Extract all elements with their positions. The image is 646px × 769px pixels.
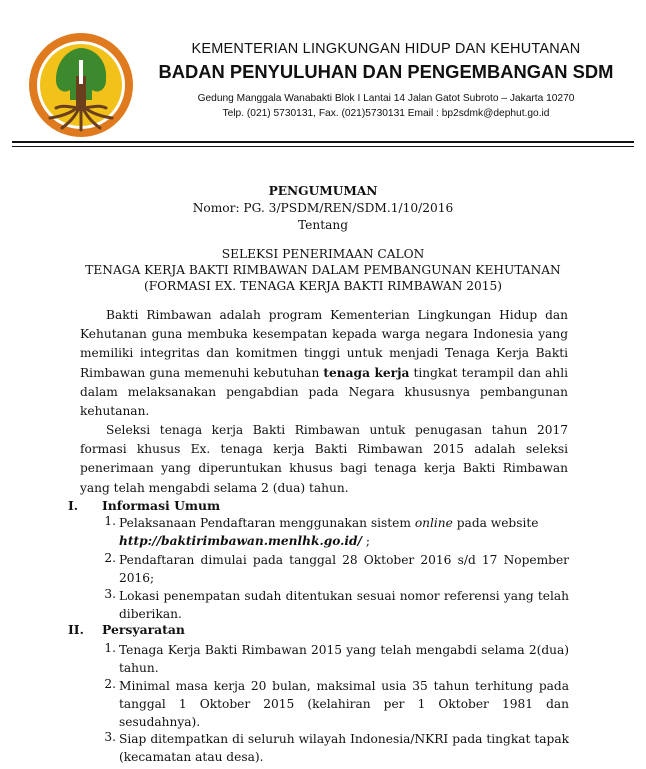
section-1-number: I. — [68, 498, 79, 513]
list-item: Tenaga Kerja Bakti Rimbawan 2015 yang telah mengabdi selama 2(dua) tahun. — [119, 643, 569, 676]
about-label: Tentang — [297, 218, 349, 232]
intro-paragraph — [80, 306, 568, 421]
selection-paragraph — [80, 421, 568, 498]
list-item-text: Pelaksanaan Pendaftaran menggunakan sistem — [119, 516, 415, 530]
agency-address: Gedung Manggala Wanabakti Blok I Lantai 14 Jalan Gatot Subroto – Jakarta 10270 — [197, 93, 575, 104]
website-link[interactable]: http://baktirimbawan.menlhk.go.id/ — [119, 534, 362, 549]
section-2-title: Persyaratan — [102, 622, 185, 637]
list-item — [119, 514, 569, 550]
section-2-number: II. — [68, 622, 84, 637]
selection-text: Seleksi tenaga kerja Bakti Rimbawan untuk penugasan tahun 2017 formasi khusus Ex. tenaga kerja Bakti Rimbawan 2015 adalah seleksi penerimaan yang diperuntukan khusus bagi tenaga kerja Bakti Rimbawan yang telah mengabdi selama 2 (dua) tahun. — [80, 423, 568, 495]
document-number: Nomor: PG. 3/PSDM/REN/SDM.1/10/2016 — [192, 201, 454, 215]
header-divider-thick — [12, 141, 634, 143]
subject-line-3: (FORMASI EX. TENAGA KERJA BAKTI RIMBAWAN 2015) — [143, 279, 503, 293]
list-item-italic: online — [414, 516, 453, 530]
list-item-number: 1. — [104, 641, 116, 655]
list-item-number: 2. — [104, 551, 116, 565]
list-item-text: ; — [362, 534, 370, 549]
list-item-number: 1. — [104, 514, 116, 528]
intro-text-start: Bakti Rimbawan adalah program Kementerian Lingkungan Hidup dan Kehutanan guna membuka kesempatan kepada warga negara Indonesia yang memiliki integritas dan komitmen tinggi untuk menjadi Tenaga Kerja Bakti Rimbawan guna memenuhi kebutuhan — [80, 308, 568, 380]
header-divider-thin — [12, 146, 634, 147]
list-item-text: pada website — [452, 516, 539, 530]
agency-name: BADAN PENYULUHAN DAN PENGEMBANGAN SDM — [158, 62, 614, 82]
list-item: Minimal masa kerja 20 bulan, maksimal usia 35 tahun terhitung pada tanggal 1 Oktober 2015 (kelahiran per 1 Oktober 1981 dan sesudahnya). — [119, 679, 569, 730]
list-item-number: 3. — [104, 730, 116, 744]
ministry-name: KEMENTERIAN LINGKUNGAN HIDUP DAN KEHUTANAN — [191, 41, 581, 57]
list-item: Siap ditempatkan di seluruh wilayah Indonesia/NKRI pada tingkat tapak (kecamatan atau desa). — [119, 732, 569, 765]
intro-text-bold: tenaga kerja — [323, 365, 410, 380]
subject-line-1: SELEKSI PENERIMAAN CALON — [221, 247, 425, 261]
agency-contact: Telp. (021) 5730131, Fax. (021)5730131 Email : bp2sdmk@dephut.go.id — [222, 108, 550, 119]
list-item: Lokasi penempatan sudah ditentukan sesuai nomor referensi yang telah diberikan. — [119, 589, 569, 622]
subject-line-2: TENAGA KERJA BAKTI RIMBAWAN DALAM PEMBANGUNAN KEHUTANAN — [85, 263, 561, 277]
list-item: Pendaftaran dimulai pada tanggal 28 Oktober 2016 s/d 17 Nopember 2016; — [119, 553, 569, 586]
section-1-title: Informasi Umum — [102, 498, 221, 513]
announcement-heading: PENGUMUMAN — [268, 184, 378, 198]
tree-roots-emblem-icon — [26, 30, 136, 140]
list-item-number: 3. — [104, 587, 116, 601]
list-item-number: 2. — [104, 677, 116, 691]
intro-text-end: tingkat terampil dan ahli dalam melaksanakan pengabdian pada Negara khususnya pembangunan kehutanan. — [80, 365, 568, 419]
